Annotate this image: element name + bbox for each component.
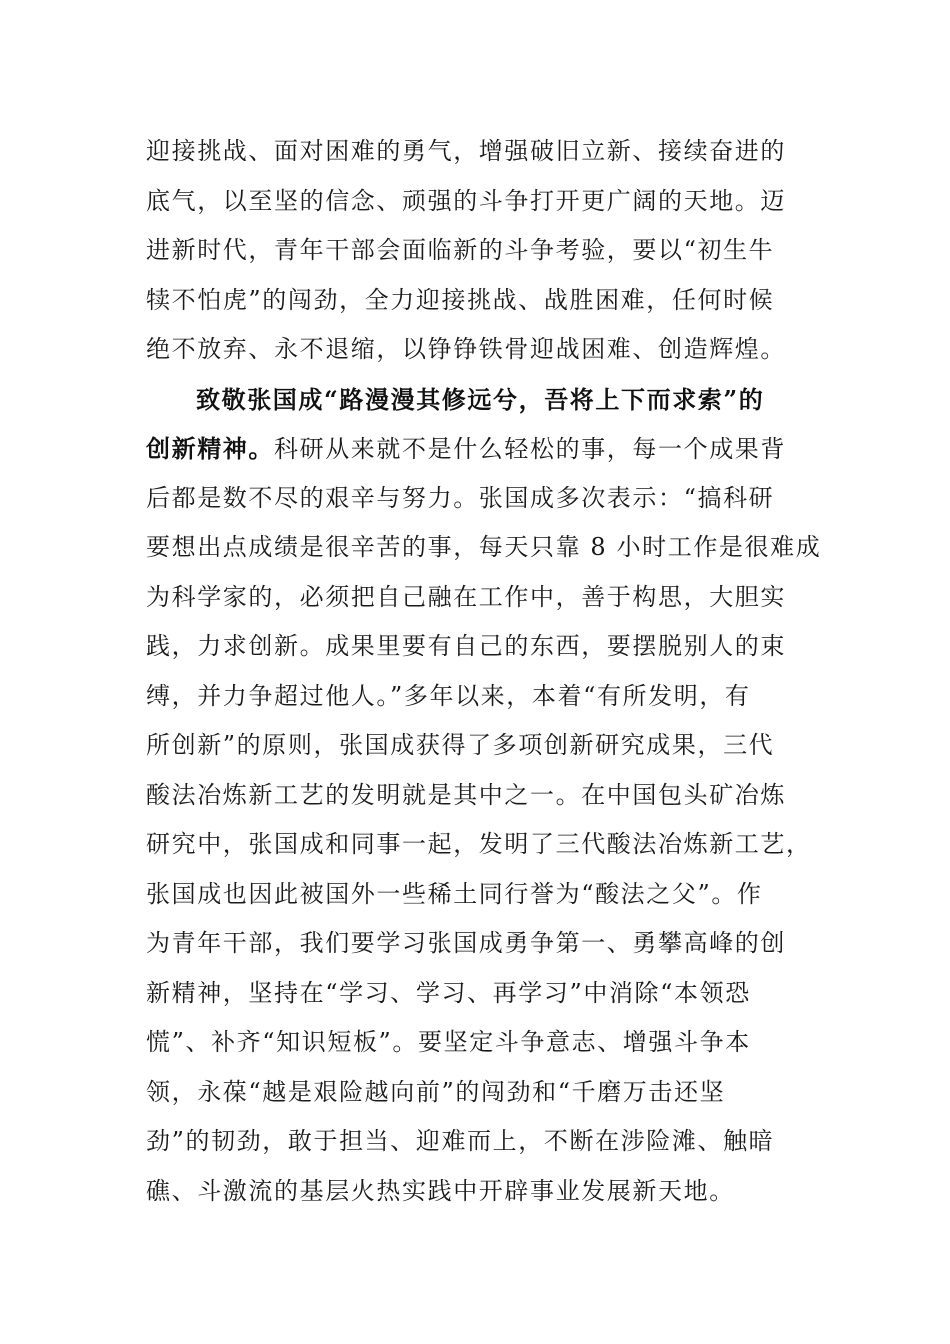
paragraph-line: 酸法冶炼新工艺的发明就是其中之一。在中国包头矿冶炼	[146, 780, 786, 809]
paragraph-line: 践，力求创新。成果里要有自己的东西，要摆脱别人的束	[146, 632, 786, 660]
paragraph-line: 要想出点成绩是很辛苦的事，每天只靠 8 小时工作是很难成	[146, 533, 822, 561]
paragraph-line: 绝不放弃、永不退缩，以铮铮铁骨迎战困难、创造辉煌。	[146, 335, 786, 363]
paragraph-line: 迎接挑战、面对困难的勇气，增强破旧立新、接续奋进的	[146, 137, 786, 165]
paragraph-line: 缚，并力争超过他人。”多年以来，本着“有所发明，有	[146, 681, 751, 710]
paragraph-line: 后都是数不尽的艰辛与努力。张国成多次表示：“搞科研	[146, 483, 775, 512]
paragraph-line: 礁、斗激流的基层火热实践中开辟事业发展新天地。	[146, 1176, 735, 1205]
section-heading-end: 创新精神。	[146, 434, 274, 463]
paragraph-line: 为科学家的，必须把自己融在工作中，善于构思，大胆实	[146, 582, 786, 611]
paragraph-line: 领，永葆“越是艰险越向前”的闯劲和“千磨万击还坚	[146, 1077, 726, 1106]
paragraph-line	[146, 424, 806, 474]
paragraph-line: 慌”、补齐“知识短板”。要坚定斗争意志、增强斗争本	[146, 1028, 751, 1056]
paragraph-text: 科研从来就不是什么轻松的事，每一个成果背	[274, 435, 786, 463]
paragraph-line: 研究中，张国成和同事一起，发明了三代酸法冶炼新工艺，	[146, 830, 812, 858]
paragraph-line: 犊不怕虎”的闯劲，全力迎接挑战、战胜困难，任何时候	[146, 285, 775, 314]
paragraph-line: 劲”的韧劲，敢于担当、迎难而上，不断在涉险滩、触暗	[146, 1127, 775, 1155]
paragraph-line: 张国成也因此被国外一些稀土同行誉为“酸法之父”。作	[146, 879, 763, 908]
paragraph-line: 底气，以至坚的信念、顽强的斗争打开更广阔的天地。迈	[146, 186, 786, 215]
paragraph-line: 为青年干部，我们要学习张国成勇争第一、勇攀高峰的创	[146, 929, 786, 957]
body-text	[146, 127, 822, 1216]
paragraph-line: 新精神，坚持在“学习、学习、再学习”中消除“本领恐	[146, 978, 751, 1007]
section-heading: 致敬张国成“路漫漫其修远兮，吾将上下而求索”的	[196, 384, 765, 414]
paragraph-line: 所创新”的原则，张国成获得了多项创新研究成果，三代	[146, 731, 775, 759]
paragraph-line: 进新时代，青年干部会面临新的斗争考验，要以“初生牛	[146, 236, 775, 264]
